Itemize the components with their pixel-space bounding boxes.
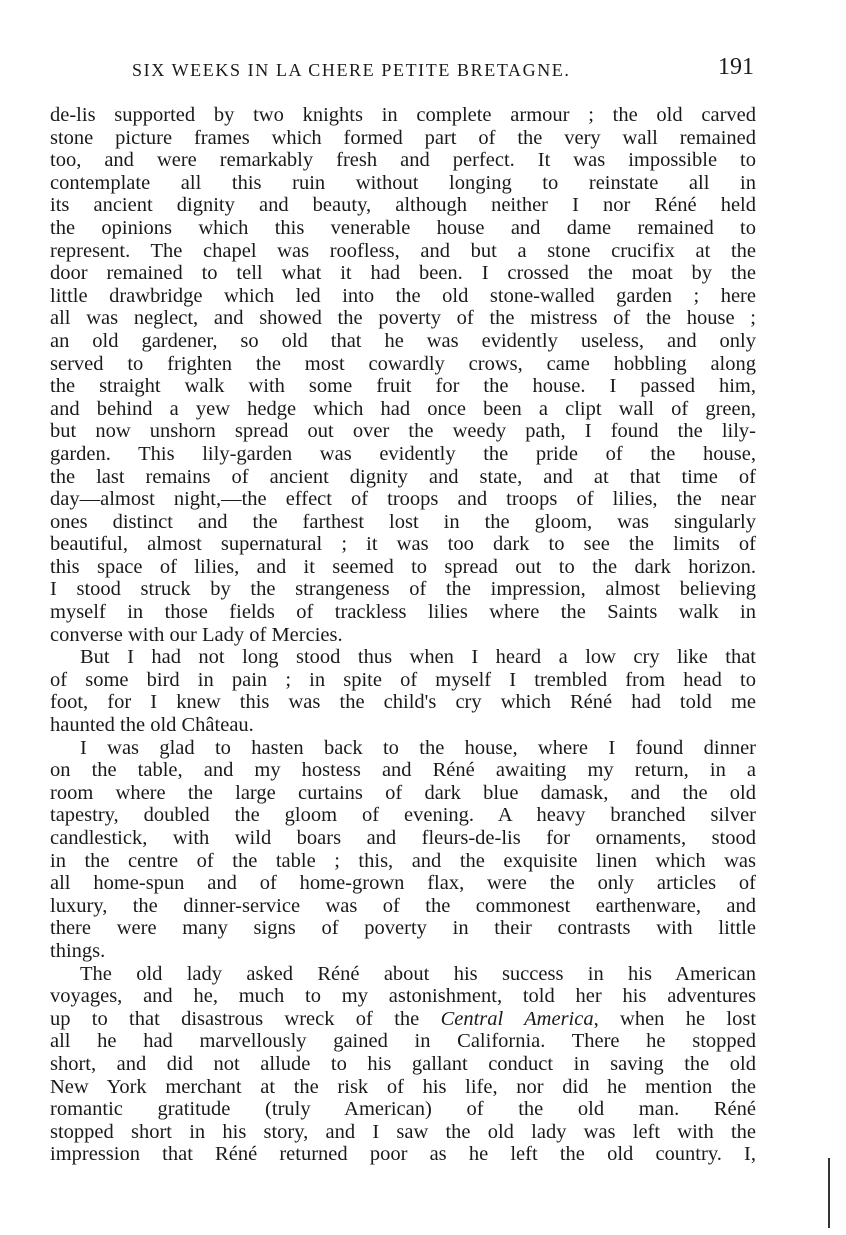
text-line: represent. The chapel was roofless, and but a stone crucifix at the — [50, 239, 756, 262]
paragraph-end-line: things. — [50, 939, 106, 962]
text-line: room where the large curtains of dark blue damask, and the old — [50, 781, 756, 804]
text-line: tapestry, doubled the gloom of evening. A heavy branched silver — [50, 804, 756, 827]
text-line: de-lis supported by two knights in complete armour ; the old carved — [50, 104, 756, 126]
margin-rule — [828, 1158, 830, 1228]
text-line: an old gardener, so old that he was evidently useless, and only — [50, 329, 756, 352]
text-line: the last remains of ancient dignity and state, and at that time of — [50, 465, 756, 488]
text-line: all he had marvellously gained in California. There he stopped — [50, 1030, 756, 1053]
text-line: candlestick, with wild boars and fleurs-de-lis for ornaments, stood — [50, 827, 756, 849]
text-line: myself in those fields of trackless lilies where the Saints walk in — [50, 601, 756, 624]
text-line: and behind a yew hedge which had once been a clipt wall of green, — [50, 397, 756, 420]
paragraph-end-line: converse with our Lady of Mercies. — [50, 623, 343, 646]
text-line: voyages, and he, much to my astonishment, told her his adventures — [50, 985, 756, 1008]
text-line: stone picture frames which formed part of the very wall remained — [50, 126, 756, 149]
text-line: the straight walk with some fruit for the house. I passed him, — [50, 375, 756, 398]
page-number: 191 — [718, 54, 754, 80]
text-line: door remained to tell what it had been. I crossed the moat by the — [50, 262, 756, 285]
text-line: ones distinct and the farthest lost in the gloom, was singularly — [50, 510, 756, 533]
text-line: impression that Réné returned poor as he left the old country. I, — [50, 1143, 756, 1166]
text-segment: , when he lost — [593, 1007, 757, 1030]
text-line: beautiful, almost supernatural ; it was too dark to see the limits of — [50, 533, 756, 556]
text-line: little drawbridge which led into the old stone-walled garden ; here — [50, 284, 756, 307]
text-line: served to frighten the most cowardly crows, came hobbling along — [50, 352, 756, 375]
paragraph-start-line: I was glad to hasten back to the house, where I found dinner — [80, 736, 756, 759]
text-line: in the centre of the table ; this, and the exquisite linen which was — [50, 849, 756, 872]
text-line: there were many signs of poverty in their contrasts with little — [50, 917, 756, 940]
text-line: I stood struck by the strangeness of the impression, almost believing — [50, 578, 756, 601]
text-line: New York merchant at the risk of his life, nor did he mention the — [50, 1075, 756, 1098]
text-line: of some bird in pain ; in spite of myself I trembled from head to — [50, 668, 756, 691]
paragraph-start-line: But I had not long stood thus when I heard a low cry like that — [80, 646, 756, 669]
text-line: contemplate all this ruin without longing to reinstate all in — [50, 171, 756, 194]
text-segment: up to that disastrous wreck of the — [50, 1007, 420, 1030]
text-line: this space of lilies, and it seemed to spread out to the dark horizon. — [50, 555, 756, 578]
running-header — [132, 54, 754, 84]
text-line: short, and did not allude to his gallant conduct in saving the old — [50, 1052, 756, 1075]
ship-name-italic: Central America — [440, 1007, 594, 1030]
text-line: on the table, and my hostess and Réné awaiting my return, in a — [50, 759, 756, 782]
text-line: day—almost night,—the effect of troops and troops of lilies, the near — [50, 488, 756, 511]
text-line: romantic gratitude (truly American) of the old man. Réné — [50, 1098, 756, 1121]
text-line: foot, for I knew this was the child's cry which Réné had told me — [50, 691, 756, 714]
text-line: its ancient dignity and beauty, although neither I nor Réné held — [50, 194, 756, 217]
paragraph-start-line: The old lady asked Réné about his success in his American — [80, 962, 756, 985]
text-line: the opinions which this venerable house and dame remained to — [50, 216, 756, 239]
text-line: stopped short in his story, and I saw the old lady was left with the — [50, 1120, 756, 1143]
text-line: garden. This lily-garden was evidently the pride of the house, — [50, 442, 756, 465]
body-text — [50, 104, 756, 1166]
text-line-with-italic — [50, 1008, 756, 1031]
running-title: SIX WEEKS IN LA CHERE PETITE BRETAGNE. — [132, 60, 571, 80]
text-line: luxury, the dinner-service was of the commonest earthenware, and — [50, 894, 756, 917]
text-line: all home-spun and of home-grown flax, were the only articles of — [50, 872, 756, 895]
paragraph-end-line: haunted the old Château. — [50, 714, 254, 737]
text-line: but now unshorn spread out over the weedy path, I found the lily- — [50, 420, 756, 443]
text-line: all was neglect, and showed the poverty of the mistress of the house ; — [50, 307, 756, 330]
text-line: too, and were remarkably fresh and perfect. It was impossible to — [50, 149, 756, 172]
